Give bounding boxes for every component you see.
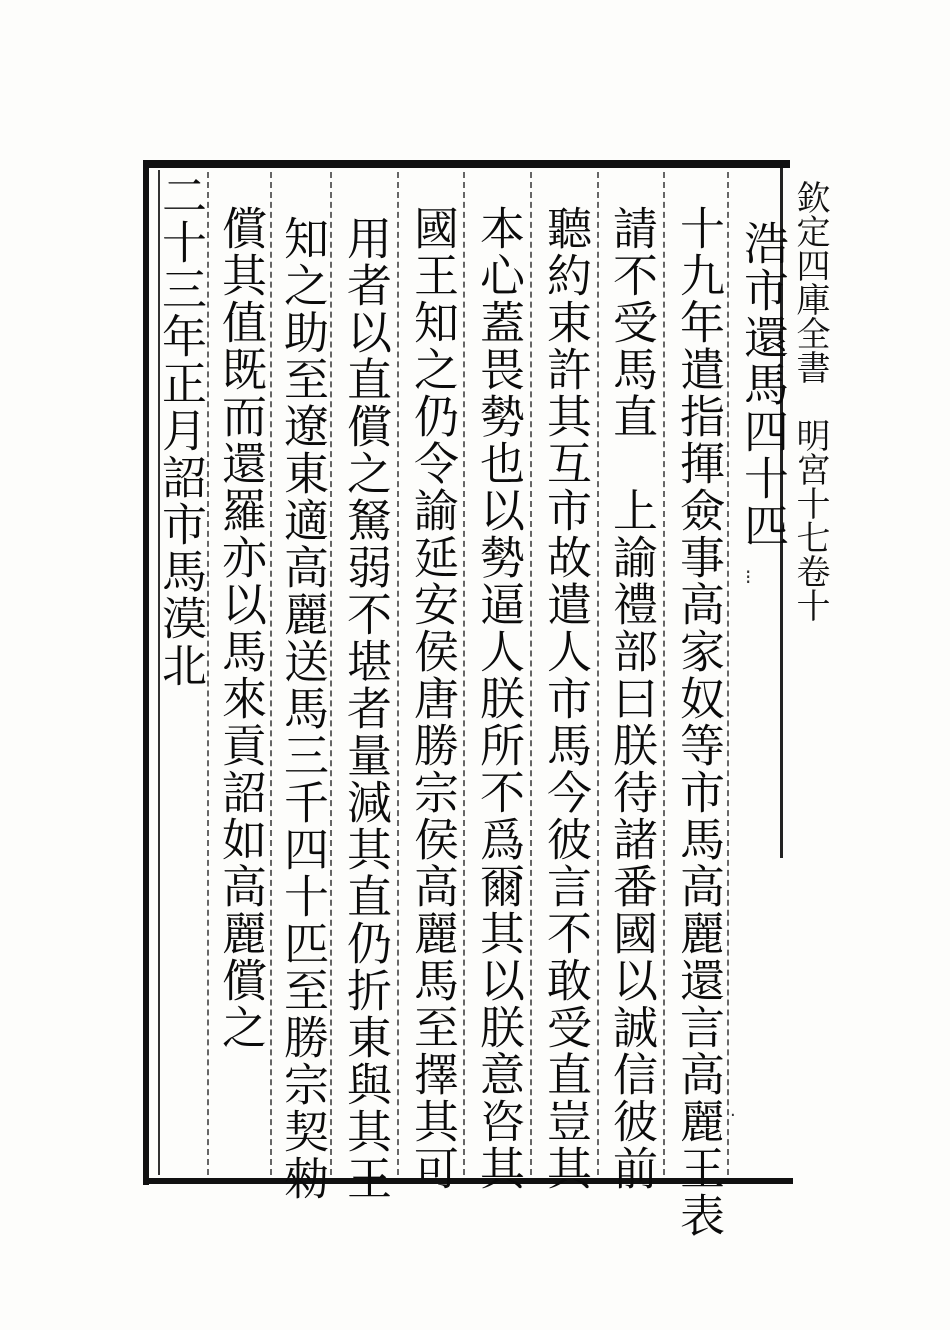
margin-header: 欽定四庫全書 明宮十七卷十 <box>790 180 830 622</box>
ink-speck: · <box>730 1105 736 1126</box>
column-rule <box>530 172 532 1175</box>
text-column-10: 二十三年正月詔市馬漠北 <box>154 172 207 689</box>
text-column-9: 償其值既而還羅亦以馬來貢詔如高麗償之 <box>214 205 267 1051</box>
text-column-8: 知之助至遼東適高麗送馬三千四十匹至勝宗契勑 <box>276 215 329 1202</box>
text-column-3: 請不受馬直 上諭禮部曰朕待諸番國以誠信彼前 <box>605 205 658 1192</box>
text-column-7: 用者以直償之駑弱不堪者量減其直仍折東與其王 <box>339 215 392 1202</box>
text-column-2: 十九年遣指揮僉事高家奴等市馬高麗還言高麗王表 <box>672 205 725 1239</box>
frame-top-border <box>145 160 790 168</box>
text-column-5: 本心蓋畏勢也以勢逼人朕所不爲爾其以朕意咨其 <box>472 205 525 1192</box>
column-rule <box>597 172 599 1175</box>
text-column-6: 國王知之仍令諭延安侯唐勝宗侯高麗馬至擇其可 <box>406 205 459 1192</box>
frame-left-border <box>143 160 149 1185</box>
column-rule <box>463 172 465 1175</box>
column-rule <box>663 172 665 1175</box>
text-column-4: 聽約束許其互市故遣人市馬今彼言不敢受直豈其 <box>539 205 592 1192</box>
text-column-1: 浩市還馬四十匹 <box>736 220 789 549</box>
column-rule <box>397 172 399 1175</box>
ink-speck: ⁝ <box>745 565 752 589</box>
